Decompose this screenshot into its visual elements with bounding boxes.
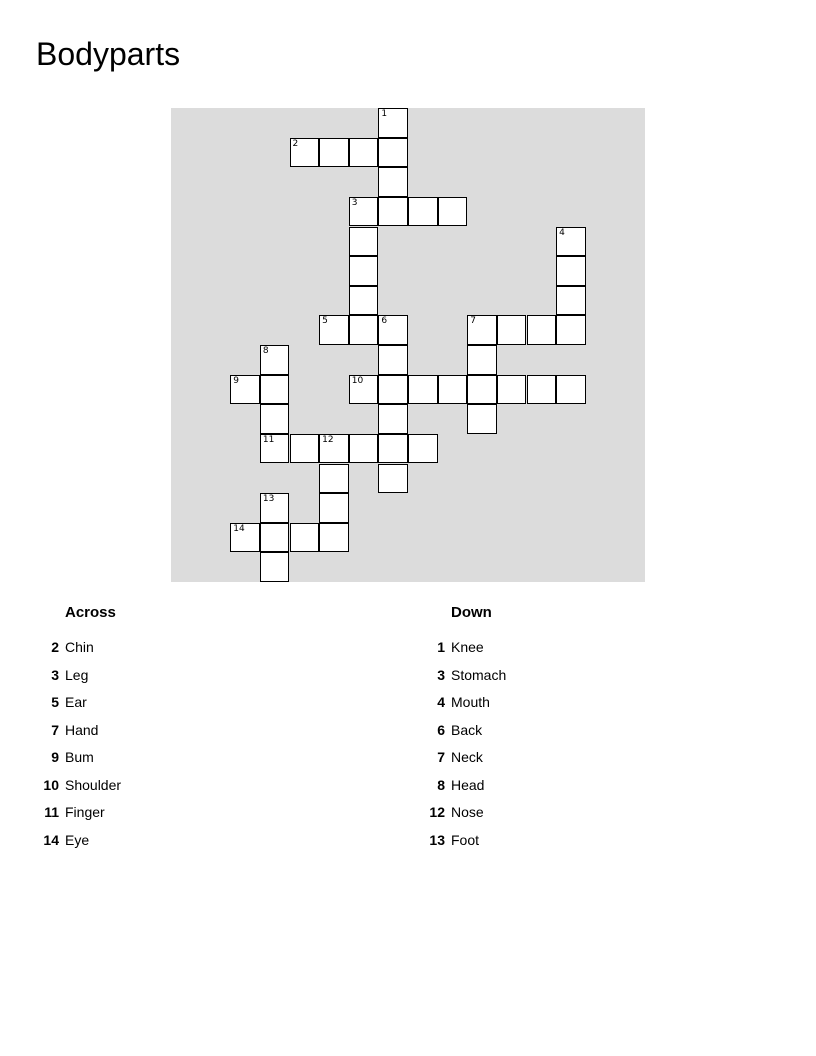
grid-cell[interactable] <box>319 493 349 523</box>
clue-number: 9 <box>51 749 59 765</box>
grid-cell[interactable] <box>556 286 586 316</box>
grid-cell[interactable] <box>290 138 320 168</box>
grid-cell[interactable] <box>349 434 379 464</box>
clue-item <box>421 775 621 795</box>
clue-text: Hand <box>65 721 99 738</box>
cell-number: 11 <box>262 434 275 445</box>
clue-text: Shoulder <box>65 776 122 793</box>
grid-cell[interactable] <box>527 315 557 345</box>
grid-cell[interactable] <box>408 434 438 464</box>
grid-cell[interactable] <box>556 256 586 286</box>
grid-cell[interactable] <box>260 375 290 405</box>
grid-cell[interactable] <box>230 523 260 553</box>
clue-number: 1 <box>437 639 445 655</box>
clue-text: Finger <box>65 804 105 820</box>
grid-cell[interactable] <box>319 523 349 553</box>
clue-item <box>421 637 621 657</box>
grid-cell[interactable] <box>349 197 379 227</box>
clue-text: Head <box>451 776 485 793</box>
grid-cell[interactable] <box>349 286 379 316</box>
clue-number: 2 <box>51 639 59 655</box>
cell-number: 12 <box>322 434 334 445</box>
clue-number: 3 <box>437 666 445 683</box>
clue-text: Bum <box>65 749 94 765</box>
clue-number: 8 <box>437 776 445 793</box>
grid-cell[interactable] <box>438 375 468 405</box>
clue-item <box>421 665 621 685</box>
grid-cell[interactable] <box>378 404 408 434</box>
grid-cell[interactable] <box>378 434 408 464</box>
grid-cell[interactable] <box>408 197 438 227</box>
grid-cell[interactable] <box>349 315 379 345</box>
grid-cell[interactable] <box>378 138 408 168</box>
clue-text: Neck <box>451 749 483 765</box>
grid-cell[interactable] <box>378 167 408 197</box>
grid-cell[interactable] <box>378 108 408 138</box>
clue-item <box>35 692 235 712</box>
cell-number: 3 <box>351 197 358 208</box>
clue-number: 7 <box>51 721 59 738</box>
clue-text: Ear <box>65 694 87 710</box>
cell-number: 2 <box>292 138 299 149</box>
grid-cell[interactable] <box>408 375 438 405</box>
grid-cell[interactable] <box>260 434 290 464</box>
grid-cell[interactable] <box>319 464 349 494</box>
grid-cell[interactable] <box>260 493 290 523</box>
grid-cell[interactable] <box>527 375 557 405</box>
clue-item <box>35 637 235 657</box>
clue-number: 4 <box>437 694 445 710</box>
grid-cell[interactable] <box>467 404 497 434</box>
clue-number: 11 <box>44 804 59 820</box>
clue-number: 13 <box>429 831 445 848</box>
grid-cell[interactable] <box>556 227 586 257</box>
clue-item <box>35 775 235 795</box>
cell-number: 5 <box>322 316 328 327</box>
cell-number: 10 <box>351 375 364 386</box>
grid-cell[interactable] <box>378 375 408 405</box>
grid-cell[interactable] <box>556 375 586 405</box>
cell-number: 13 <box>262 494 275 505</box>
grid-cell[interactable] <box>467 375 497 405</box>
clue-item <box>35 802 235 822</box>
grid-cell[interactable] <box>556 315 586 345</box>
clue-item <box>421 747 621 767</box>
grid-cell[interactable] <box>378 345 408 375</box>
crossword-grid <box>171 108 645 582</box>
clue-number: 14 <box>43 831 59 848</box>
clue-number: 5 <box>51 694 59 710</box>
cell-number: 9 <box>233 375 239 386</box>
grid-cell[interactable] <box>319 434 349 464</box>
grid-cell[interactable] <box>378 197 408 227</box>
grid-cell[interactable] <box>378 464 408 494</box>
clue-item <box>35 747 235 767</box>
grid-cell[interactable] <box>260 552 290 582</box>
clue-text: Mouth <box>451 694 490 710</box>
grid-cell[interactable] <box>290 434 320 464</box>
grid-cell[interactable] <box>260 345 290 375</box>
clue-item <box>35 720 235 740</box>
grid-cell[interactable] <box>467 315 497 345</box>
clue-text: Eye <box>65 831 90 848</box>
grid-cell[interactable] <box>349 138 379 168</box>
clue-number: 3 <box>51 666 59 683</box>
grid-cell[interactable] <box>349 375 379 405</box>
clue-number: 6 <box>437 721 445 738</box>
clue-item <box>421 720 621 740</box>
grid-cell[interactable] <box>260 404 290 434</box>
clue-item <box>421 830 621 850</box>
clue-text: Knee <box>451 639 484 655</box>
grid-cell[interactable] <box>230 375 260 405</box>
grid-cell[interactable] <box>290 523 320 553</box>
grid-cell[interactable] <box>497 315 527 345</box>
clue-number: 12 <box>429 804 445 820</box>
grid-cell[interactable] <box>497 375 527 405</box>
clue-text: Back <box>451 721 483 738</box>
cell-number: 7 <box>470 316 476 327</box>
grid-cell[interactable] <box>319 315 349 345</box>
clue-item <box>421 802 621 822</box>
grid-cell[interactable] <box>260 523 290 553</box>
down-heading: Down <box>451 604 492 621</box>
clue-item <box>35 665 235 685</box>
clue-item <box>421 692 621 712</box>
clue-text: Stomach <box>451 666 507 683</box>
clue-number: 10 <box>43 776 59 793</box>
grid-cell[interactable] <box>467 345 497 375</box>
page-title: Bodyparts <box>36 36 181 72</box>
grid-cell[interactable] <box>349 227 379 257</box>
grid-cell[interactable] <box>349 256 379 286</box>
cell-number: 14 <box>233 523 245 534</box>
grid-cell[interactable] <box>319 138 349 168</box>
cell-number: 1 <box>381 109 388 119</box>
clue-number: 7 <box>437 749 445 765</box>
clue-text: Leg <box>65 666 89 683</box>
clue-text: Foot <box>451 831 480 848</box>
clue-text: Nose <box>451 804 484 820</box>
cell-number: 8 <box>262 346 269 356</box>
clue-text: Chin <box>65 639 94 655</box>
grid-cell[interactable] <box>378 315 408 345</box>
cell-number: 6 <box>381 316 388 327</box>
cell-number: 4 <box>559 227 565 238</box>
across-heading: Across <box>65 604 116 621</box>
clue-item <box>35 830 235 850</box>
grid-cell[interactable] <box>438 197 468 227</box>
